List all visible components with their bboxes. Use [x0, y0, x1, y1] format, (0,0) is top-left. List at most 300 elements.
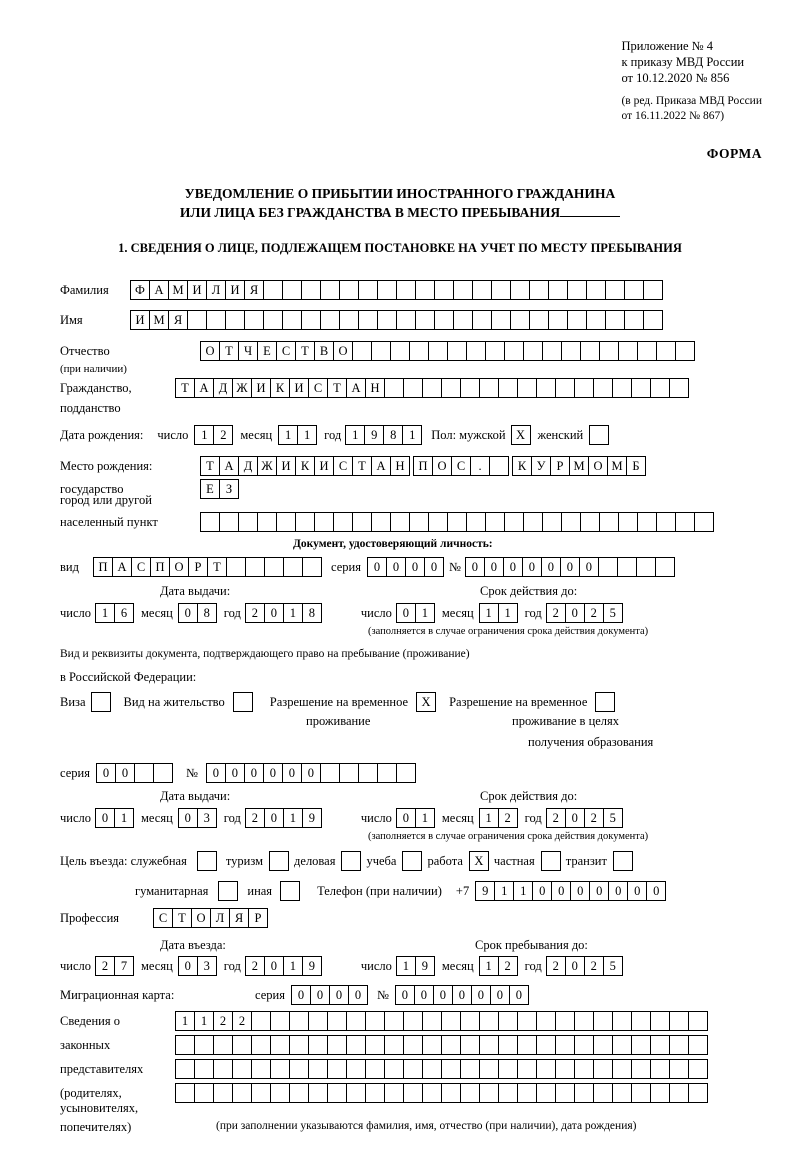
- form-cell[interactable]: З: [219, 479, 239, 499]
- form-cell[interactable]: Н: [390, 456, 410, 476]
- form-cell[interactable]: С: [451, 456, 471, 476]
- form-cell[interactable]: [422, 1011, 442, 1031]
- migration-number-input[interactable]: [395, 985, 528, 1005]
- form-cell[interactable]: [593, 1083, 613, 1103]
- form-cell[interactable]: [264, 557, 284, 577]
- form-cell[interactable]: 8: [302, 603, 322, 623]
- form-cell[interactable]: [453, 310, 473, 330]
- form-cell[interactable]: [489, 456, 509, 476]
- form-cell[interactable]: [669, 1059, 689, 1079]
- form-cell[interactable]: [479, 378, 499, 398]
- form-cell[interactable]: 0: [282, 763, 302, 783]
- form-cell[interactable]: 1: [283, 603, 303, 623]
- form-cell[interactable]: [346, 1035, 366, 1055]
- form-cell[interactable]: [339, 763, 359, 783]
- form-cell[interactable]: [358, 280, 378, 300]
- purpose-work-checkbox[interactable]: [469, 851, 488, 871]
- form-cell[interactable]: Р: [550, 456, 570, 476]
- form-cell[interactable]: 0: [95, 808, 115, 828]
- form-cell[interactable]: 5: [603, 603, 623, 623]
- form-cell[interactable]: О: [169, 557, 189, 577]
- form-cell[interactable]: X: [416, 692, 436, 712]
- form-cell[interactable]: [263, 280, 283, 300]
- residence-permit-checkbox[interactable]: [233, 692, 252, 712]
- form-cell[interactable]: [251, 1059, 271, 1079]
- form-cell[interactable]: 0: [386, 557, 406, 577]
- form-cell[interactable]: 0: [395, 985, 415, 1005]
- form-cell[interactable]: А: [112, 557, 132, 577]
- form-cell[interactable]: Ж: [232, 378, 252, 398]
- form-cell[interactable]: А: [371, 456, 391, 476]
- form-cell[interactable]: Ж: [257, 456, 277, 476]
- form-cell[interactable]: [605, 310, 625, 330]
- form-cell[interactable]: Т: [175, 378, 195, 398]
- form-cell[interactable]: С: [131, 557, 151, 577]
- form-cell[interactable]: 1: [402, 425, 422, 445]
- form-cell[interactable]: [593, 378, 613, 398]
- form-cell[interactable]: 7: [114, 956, 134, 976]
- form-cell[interactable]: [631, 1011, 651, 1031]
- form-cell[interactable]: [371, 512, 391, 532]
- form-cell[interactable]: [612, 1035, 632, 1055]
- permit-issue-month-input[interactable]: [178, 808, 216, 828]
- form-cell[interactable]: 2: [584, 603, 604, 623]
- form-cell[interactable]: [396, 280, 416, 300]
- name-input[interactable]: [130, 310, 662, 330]
- form-cell[interactable]: [434, 310, 454, 330]
- form-cell[interactable]: [301, 310, 321, 330]
- form-cell[interactable]: 0: [244, 763, 264, 783]
- form-cell[interactable]: [589, 425, 609, 445]
- form-cell[interactable]: 0: [396, 603, 416, 623]
- form-cell[interactable]: 0: [560, 557, 580, 577]
- form-cell[interactable]: 1: [175, 1011, 195, 1031]
- form-cell[interactable]: [510, 280, 530, 300]
- form-cell[interactable]: С: [308, 378, 328, 398]
- form-cell[interactable]: 9: [364, 425, 384, 445]
- form-cell[interactable]: К: [512, 456, 532, 476]
- legal-rep-row-1-input[interactable]: [175, 1011, 707, 1031]
- form-cell[interactable]: 0: [367, 557, 387, 577]
- form-cell[interactable]: 0: [178, 808, 198, 828]
- form-cell[interactable]: [320, 280, 340, 300]
- edu-residence-checkbox[interactable]: [595, 692, 614, 712]
- form-cell[interactable]: [624, 310, 644, 330]
- form-cell[interactable]: Т: [219, 341, 239, 361]
- form-cell[interactable]: [555, 1035, 575, 1055]
- form-cell[interactable]: [453, 280, 473, 300]
- form-cell[interactable]: Д: [213, 378, 233, 398]
- form-cell[interactable]: [688, 1011, 708, 1031]
- form-cell[interactable]: [245, 557, 265, 577]
- form-cell[interactable]: [612, 1083, 632, 1103]
- form-cell[interactable]: [308, 1035, 328, 1055]
- form-cell[interactable]: Т: [295, 341, 315, 361]
- stay-month-input[interactable]: [479, 956, 517, 976]
- form-cell[interactable]: И: [225, 280, 245, 300]
- form-cell[interactable]: 9: [302, 808, 322, 828]
- form-cell[interactable]: [479, 1011, 499, 1031]
- form-cell[interactable]: 2: [245, 808, 265, 828]
- form-cell[interactable]: [396, 763, 416, 783]
- form-cell[interactable]: А: [219, 456, 239, 476]
- form-cell[interactable]: [134, 763, 154, 783]
- form-cell[interactable]: 8: [383, 425, 403, 445]
- form-cell[interactable]: [282, 310, 302, 330]
- form-cell[interactable]: 0: [532, 881, 552, 901]
- form-cell[interactable]: Т: [207, 557, 227, 577]
- form-cell[interactable]: [491, 280, 511, 300]
- form-cell[interactable]: [194, 1035, 214, 1055]
- form-cell[interactable]: Р: [248, 908, 268, 928]
- form-cell[interactable]: [504, 512, 524, 532]
- form-cell[interactable]: [194, 1059, 214, 1079]
- form-cell[interactable]: [403, 1059, 423, 1079]
- form-cell[interactable]: [384, 1011, 404, 1031]
- form-cell[interactable]: И: [314, 456, 334, 476]
- form-cell[interactable]: [352, 512, 372, 532]
- form-cell[interactable]: 0: [424, 557, 444, 577]
- form-cell[interactable]: 9: [475, 881, 495, 901]
- purpose-humanitarian-checkbox[interactable]: [218, 881, 237, 901]
- form-cell[interactable]: [409, 512, 429, 532]
- form-cell[interactable]: 1: [95, 603, 115, 623]
- form-cell[interactable]: 1: [479, 956, 499, 976]
- form-cell[interactable]: [688, 1059, 708, 1079]
- birth-year-input[interactable]: [345, 425, 421, 445]
- form-cell[interactable]: [187, 310, 207, 330]
- form-cell[interactable]: 0: [565, 808, 585, 828]
- form-cell[interactable]: [175, 1035, 195, 1055]
- form-cell[interactable]: [352, 341, 372, 361]
- purpose-transit-checkbox[interactable]: [613, 851, 632, 871]
- permit-valid-day-input[interactable]: [396, 808, 434, 828]
- stay-year-input[interactable]: [546, 956, 622, 976]
- permit-issue-year-input[interactable]: [245, 808, 321, 828]
- form-cell[interactable]: [593, 1059, 613, 1079]
- form-cell[interactable]: [631, 378, 651, 398]
- form-cell[interactable]: [593, 1035, 613, 1055]
- form-cell[interactable]: А: [194, 378, 214, 398]
- form-cell[interactable]: 0: [206, 763, 226, 783]
- form-cell[interactable]: [675, 512, 695, 532]
- form-cell[interactable]: [655, 557, 675, 577]
- form-cell[interactable]: 1: [415, 808, 435, 828]
- form-cell[interactable]: 0: [414, 985, 434, 1005]
- form-cell[interactable]: [643, 310, 663, 330]
- form-cell[interactable]: [612, 1011, 632, 1031]
- form-cell[interactable]: И: [289, 378, 309, 398]
- form-cell[interactable]: [320, 763, 340, 783]
- form-cell[interactable]: [650, 1059, 670, 1079]
- form-cell[interactable]: [536, 1059, 556, 1079]
- form-cell[interactable]: [377, 280, 397, 300]
- permit-number-input[interactable]: [206, 763, 415, 783]
- form-cell[interactable]: [225, 310, 245, 330]
- permit-issue-day-input[interactable]: [95, 808, 133, 828]
- form-cell[interactable]: 0: [264, 808, 284, 828]
- form-cell[interactable]: 0: [522, 557, 542, 577]
- form-cell[interactable]: 2: [546, 808, 566, 828]
- form-cell[interactable]: [555, 1083, 575, 1103]
- form-cell[interactable]: [384, 1059, 404, 1079]
- migration-series-input[interactable]: [291, 985, 367, 1005]
- form-cell[interactable]: [523, 512, 543, 532]
- form-cell[interactable]: Т: [327, 378, 347, 398]
- doc-number-input[interactable]: [465, 557, 674, 577]
- form-cell[interactable]: [536, 1011, 556, 1031]
- purpose-business-checkbox[interactable]: [341, 851, 360, 871]
- form-cell[interactable]: [624, 280, 644, 300]
- form-cell[interactable]: [339, 310, 359, 330]
- form-cell[interactable]: [333, 512, 353, 532]
- form-cell[interactable]: [612, 1059, 632, 1079]
- form-cell[interactable]: 0: [348, 985, 368, 1005]
- form-cell[interactable]: [327, 1011, 347, 1031]
- form-cell[interactable]: С: [153, 908, 173, 928]
- doc-issue-year-input[interactable]: [245, 603, 321, 623]
- form-cell[interactable]: [434, 280, 454, 300]
- form-cell[interactable]: 0: [178, 956, 198, 976]
- form-cell[interactable]: [282, 280, 302, 300]
- form-cell[interactable]: X: [511, 425, 531, 445]
- form-cell[interactable]: [428, 512, 448, 532]
- form-cell[interactable]: 0: [565, 956, 585, 976]
- form-cell[interactable]: [377, 763, 397, 783]
- form-cell[interactable]: Я: [168, 310, 188, 330]
- form-cell[interactable]: [548, 280, 568, 300]
- form-cell[interactable]: Н: [365, 378, 385, 398]
- form-cell[interactable]: [213, 1059, 233, 1079]
- form-cell[interactable]: 5: [603, 808, 623, 828]
- form-cell[interactable]: [402, 851, 422, 871]
- form-cell[interactable]: [91, 692, 111, 712]
- form-cell[interactable]: 9: [415, 956, 435, 976]
- form-cell[interactable]: [270, 1059, 290, 1079]
- form-cell[interactable]: С: [276, 341, 296, 361]
- doc-issue-month-input[interactable]: [178, 603, 216, 623]
- form-cell[interactable]: [637, 512, 657, 532]
- form-cell[interactable]: [555, 1059, 575, 1079]
- form-cell[interactable]: П: [413, 456, 433, 476]
- form-cell[interactable]: [460, 1059, 480, 1079]
- form-cell[interactable]: 0: [115, 763, 135, 783]
- form-cell[interactable]: [669, 1035, 689, 1055]
- form-cell[interactable]: [409, 341, 429, 361]
- form-cell[interactable]: [346, 1083, 366, 1103]
- doc-valid-month-input[interactable]: [479, 603, 517, 623]
- form-cell[interactable]: Ч: [238, 341, 258, 361]
- form-cell[interactable]: 8: [197, 603, 217, 623]
- form-cell[interactable]: 2: [498, 808, 518, 828]
- birth-place-state-input[interactable]: [200, 456, 409, 476]
- purpose-other-checkbox[interactable]: [280, 881, 299, 901]
- form-cell[interactable]: 0: [646, 881, 666, 901]
- form-cell[interactable]: [479, 1035, 499, 1055]
- form-cell[interactable]: [694, 512, 714, 532]
- form-cell[interactable]: 1: [479, 603, 499, 623]
- patronymic-input[interactable]: [200, 341, 694, 361]
- form-cell[interactable]: [650, 1083, 670, 1103]
- form-cell[interactable]: 9: [302, 956, 322, 976]
- entry-day-input[interactable]: [95, 956, 133, 976]
- form-cell[interactable]: 0: [570, 881, 590, 901]
- form-cell[interactable]: 0: [263, 763, 283, 783]
- form-cell[interactable]: [232, 1059, 252, 1079]
- form-cell[interactable]: [197, 851, 217, 871]
- form-cell[interactable]: X: [469, 851, 489, 871]
- form-cell[interactable]: [561, 341, 581, 361]
- form-cell[interactable]: [529, 280, 549, 300]
- form-cell[interactable]: [586, 310, 606, 330]
- form-cell[interactable]: 2: [498, 956, 518, 976]
- form-cell[interactable]: А: [149, 280, 169, 300]
- form-cell[interactable]: [574, 1035, 594, 1055]
- form-cell[interactable]: [595, 692, 615, 712]
- form-cell[interactable]: [403, 1083, 423, 1103]
- form-cell[interactable]: Т: [200, 456, 220, 476]
- form-cell[interactable]: 0: [291, 985, 311, 1005]
- form-cell[interactable]: [441, 1035, 461, 1055]
- form-cell[interactable]: [206, 310, 226, 330]
- entry-year-input[interactable]: [245, 956, 321, 976]
- form-cell[interactable]: 0: [433, 985, 453, 1005]
- form-cell[interactable]: 1: [345, 425, 365, 445]
- form-cell[interactable]: К: [270, 378, 290, 398]
- form-cell[interactable]: [403, 1035, 423, 1055]
- form-cell[interactable]: [153, 763, 173, 783]
- temp-residence-checkbox[interactable]: [416, 692, 435, 712]
- form-cell[interactable]: [542, 341, 562, 361]
- form-cell[interactable]: [617, 557, 637, 577]
- permit-valid-month-input[interactable]: [479, 808, 517, 828]
- form-cell[interactable]: [257, 512, 277, 532]
- form-cell[interactable]: [656, 341, 676, 361]
- form-cell[interactable]: [688, 1083, 708, 1103]
- form-cell[interactable]: [605, 280, 625, 300]
- form-cell[interactable]: [618, 341, 638, 361]
- form-cell[interactable]: [548, 310, 568, 330]
- form-cell[interactable]: [251, 1083, 271, 1103]
- form-cell[interactable]: [593, 1011, 613, 1031]
- form-cell[interactable]: [580, 512, 600, 532]
- form-cell[interactable]: [302, 557, 322, 577]
- form-cell[interactable]: [567, 280, 587, 300]
- form-cell[interactable]: [200, 512, 220, 532]
- form-cell[interactable]: [289, 1059, 309, 1079]
- form-cell[interactable]: [365, 1083, 385, 1103]
- form-cell[interactable]: [574, 378, 594, 398]
- form-cell[interactable]: [422, 378, 442, 398]
- doc-valid-day-input[interactable]: [396, 603, 434, 623]
- form-cell[interactable]: [320, 310, 340, 330]
- birth-place-city-part3-input[interactable]: [200, 479, 238, 499]
- form-cell[interactable]: [485, 512, 505, 532]
- form-cell[interactable]: [650, 378, 670, 398]
- form-cell[interactable]: [390, 512, 410, 532]
- form-cell[interactable]: Т: [352, 456, 372, 476]
- form-cell[interactable]: 2: [245, 603, 265, 623]
- form-cell[interactable]: [327, 1059, 347, 1079]
- form-cell[interactable]: [341, 851, 361, 871]
- permit-series-input[interactable]: [96, 763, 172, 783]
- form-cell[interactable]: И: [187, 280, 207, 300]
- form-cell[interactable]: [251, 1011, 271, 1031]
- form-cell[interactable]: [517, 378, 537, 398]
- form-cell[interactable]: [384, 1083, 404, 1103]
- form-cell[interactable]: [460, 378, 480, 398]
- form-cell[interactable]: 1: [513, 881, 533, 901]
- form-cell[interactable]: [289, 1011, 309, 1031]
- stay-day-input[interactable]: [396, 956, 434, 976]
- form-cell[interactable]: [308, 1059, 328, 1079]
- form-cell[interactable]: 0: [301, 763, 321, 783]
- form-cell[interactable]: 1: [114, 808, 134, 828]
- form-cell[interactable]: 0: [608, 881, 628, 901]
- form-cell[interactable]: [472, 310, 492, 330]
- form-cell[interactable]: [541, 851, 561, 871]
- form-cell[interactable]: [599, 512, 619, 532]
- entry-month-input[interactable]: [178, 956, 216, 976]
- profession-input[interactable]: [153, 908, 267, 928]
- form-cell[interactable]: [656, 512, 676, 532]
- form-cell[interactable]: [403, 378, 423, 398]
- form-cell[interactable]: [574, 1083, 594, 1103]
- form-cell[interactable]: [226, 557, 246, 577]
- form-cell[interactable]: [643, 280, 663, 300]
- doc-issue-day-input[interactable]: [95, 603, 133, 623]
- form-cell[interactable]: [276, 512, 296, 532]
- form-cell[interactable]: П: [150, 557, 170, 577]
- form-cell[interactable]: Л: [210, 908, 230, 928]
- form-cell[interactable]: 1: [194, 1011, 214, 1031]
- form-cell[interactable]: 1: [396, 956, 416, 976]
- form-cell[interactable]: [238, 512, 258, 532]
- form-cell[interactable]: Д: [238, 456, 258, 476]
- form-cell[interactable]: 0: [178, 603, 198, 623]
- form-cell[interactable]: 0: [541, 557, 561, 577]
- form-cell[interactable]: [536, 1035, 556, 1055]
- form-cell[interactable]: 0: [225, 763, 245, 783]
- form-cell[interactable]: 3: [197, 808, 217, 828]
- form-cell[interactable]: [555, 1011, 575, 1031]
- form-cell[interactable]: 0: [396, 808, 416, 828]
- form-cell[interactable]: [263, 310, 283, 330]
- form-cell[interactable]: 1: [278, 425, 298, 445]
- form-cell[interactable]: .: [470, 456, 490, 476]
- form-cell[interactable]: 0: [589, 881, 609, 901]
- doc-kind-input[interactable]: [93, 557, 321, 577]
- form-cell[interactable]: [504, 341, 524, 361]
- form-cell[interactable]: Е: [200, 479, 220, 499]
- form-cell[interactable]: [631, 1083, 651, 1103]
- form-cell[interactable]: 1: [194, 425, 214, 445]
- form-cell[interactable]: [466, 341, 486, 361]
- form-cell[interactable]: [283, 557, 303, 577]
- form-cell[interactable]: [371, 341, 391, 361]
- form-cell[interactable]: [498, 1035, 518, 1055]
- form-cell[interactable]: [244, 310, 264, 330]
- form-cell[interactable]: [251, 1035, 271, 1055]
- form-cell[interactable]: М: [149, 310, 169, 330]
- form-cell[interactable]: [390, 341, 410, 361]
- form-cell[interactable]: 0: [329, 985, 349, 1005]
- form-cell[interactable]: О: [432, 456, 452, 476]
- form-cell[interactable]: Ф: [130, 280, 150, 300]
- form-cell[interactable]: 1: [283, 808, 303, 828]
- birth-day-input[interactable]: [194, 425, 232, 445]
- doc-series-input[interactable]: [367, 557, 443, 577]
